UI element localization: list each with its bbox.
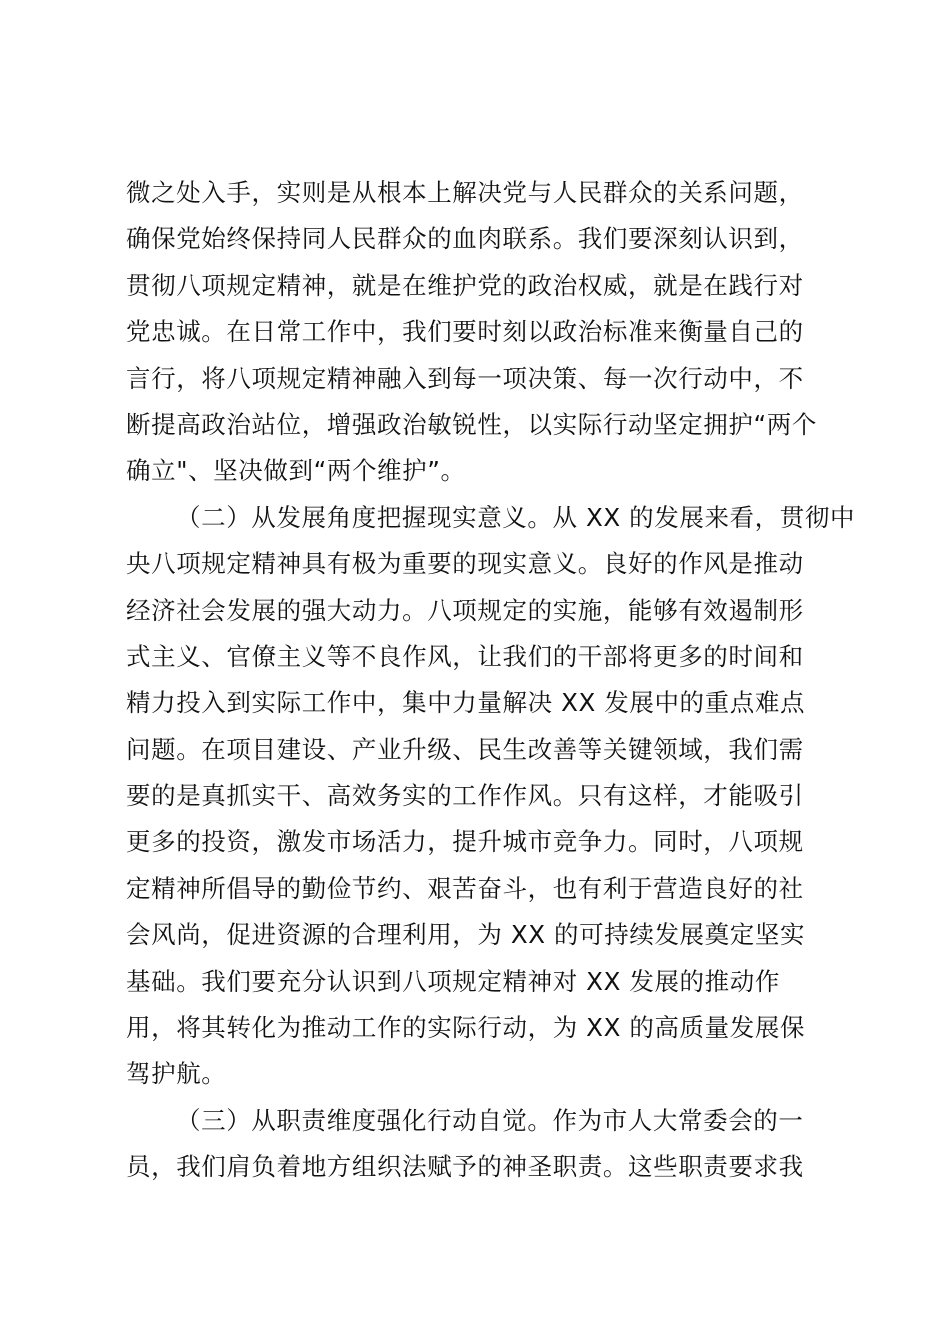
text-line: 微之处入手，实则是从根本上解决党与人民群众的关系问题， [126, 178, 804, 207]
text-line: 员，我们肩负着地方组织法赋予的神圣职责。这些职责要求我 [126, 1152, 804, 1182]
text-line: 驾护航。 [126, 1059, 227, 1089]
text-line: 确立"、坚决做到“两个维护”。 [126, 456, 466, 486]
text-line: 式主义、官僚主义等不良作风，让我们的干部将更多的时间和 [126, 641, 804, 671]
text-line: 精力投入到实际工作中，集中力量解决 XX 发展中的重点难点 [126, 688, 806, 718]
text-line: 问题。在项目建设、产业升级、民生改善等关键领域，我们需 [126, 734, 804, 764]
text-line: 用，将其转化为推动工作的实际行动，为 XX 的高质量发展保 [126, 1013, 806, 1043]
text-line: 要的是真抓实干、高效务实的工作作风。只有这样，才能吸引 [126, 781, 804, 811]
text-line: 更多的投资，激发市场活力，提升城市竞争力。同时，八项规 [126, 827, 804, 857]
text-line: 言行，将八项规定精神融入到每一项决策、每一次行动中，不 [126, 363, 804, 393]
text-line: 贯彻八项规定精神，就是在维护党的政治权威，就是在践行对 [126, 270, 804, 300]
paragraph-heading-three: （三）从职责维度强化行动自觉。作为市人大常委会的一 [176, 1105, 804, 1135]
text-line: 定精神所倡导的勤俭节约、艰苦奋斗，也有利于营造良好的社 [126, 873, 804, 903]
text-line: 确保党始终保持同人民群众的血肉联系。我们要深刻认识到， [126, 224, 804, 254]
text-line: 会风尚，促进资源的合理利用，为 XX 的可持续发展奠定坚实 [126, 920, 806, 950]
text-line: 断提高政治站位，增强政治敏锐性，以实际行动坚定拥护“两个 [126, 409, 817, 439]
text-line: 基础。我们要充分认识到八项规定精神对 XX 发展的推动作 [126, 966, 780, 996]
text-line: 经济社会发展的强大动力。八项规定的实施，能够有效遏制形 [126, 595, 804, 625]
text-line: 党忠诚。在日常工作中，我们要时刻以政治标准来衡量自己的 [126, 317, 804, 347]
text-line: 央八项规定精神具有极为重要的现实意义。良好的作风是推动 [126, 549, 804, 579]
paragraph-heading-two: （二）从发展角度把握现实意义。从 XX 的发展来看，贯彻中 [176, 502, 856, 532]
body-text [126, 170, 856, 1191]
